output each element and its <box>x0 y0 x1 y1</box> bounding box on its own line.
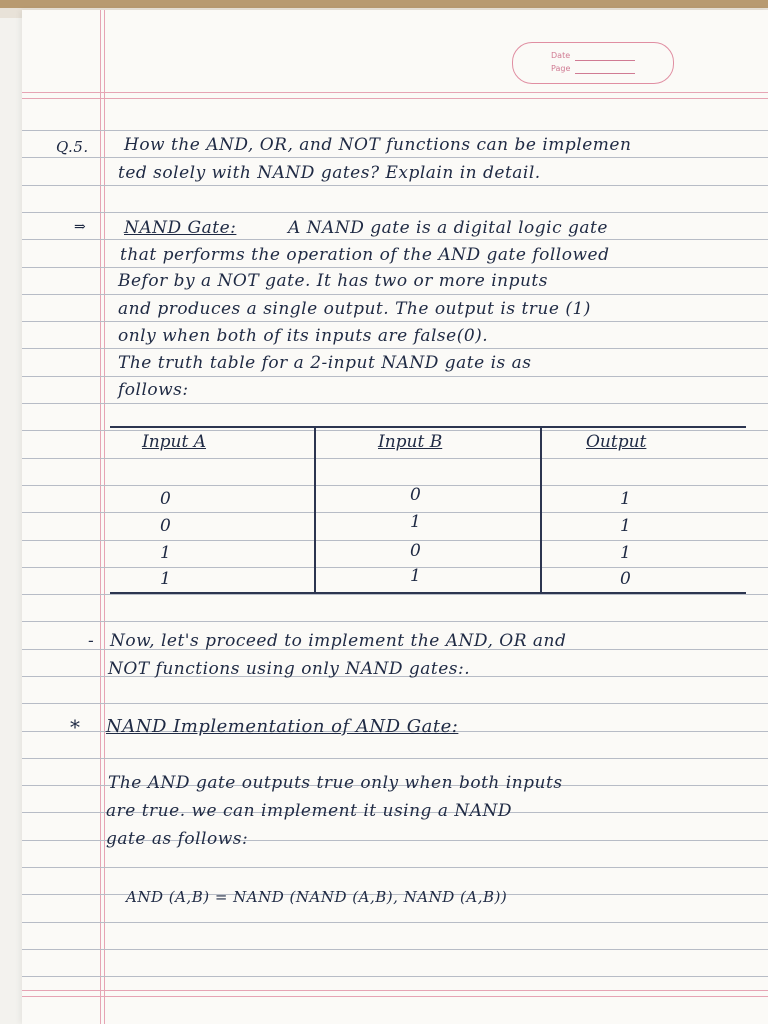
ruled-line <box>22 294 768 295</box>
ruled-line <box>22 976 768 977</box>
question-line-2: ted solely with NAND gates? Explain in detail. <box>118 163 541 183</box>
ruled-line <box>22 430 768 431</box>
ruled-line <box>22 703 768 704</box>
ruled-line <box>22 567 768 568</box>
page-line <box>575 73 635 74</box>
proceed-line-1: Now, let's proceed to implement the AND, OR and <box>110 631 567 651</box>
answer-line-4: and produces a single output. The output is true (1) <box>118 299 591 319</box>
table-header-input-a: Input A <box>142 432 207 452</box>
table-cell: 1 <box>410 512 421 532</box>
date-label: Date <box>551 51 571 60</box>
date-page-box <box>512 42 674 84</box>
ruled-line <box>22 540 768 541</box>
table-cell: 0 <box>160 516 171 536</box>
table-top-border <box>110 426 746 428</box>
ruled-line <box>22 758 768 759</box>
table-header-input-b: Input B <box>378 432 443 452</box>
ruled-line <box>22 212 768 213</box>
nand-gate-heading: NAND Gate: <box>124 218 237 238</box>
table-header-output: Output <box>586 432 647 452</box>
table-cell: 0 <box>160 489 171 509</box>
ruled-line <box>22 594 768 595</box>
ruled-line <box>22 512 768 513</box>
answer-line-7: follows: <box>118 380 189 400</box>
footer-rule-2 <box>22 996 768 997</box>
table-cell: 1 <box>160 543 171 563</box>
ruled-line <box>22 621 768 622</box>
table-cell: 1 <box>410 566 421 586</box>
table-cell: 1 <box>620 489 631 509</box>
and-section-line-1: The AND gate outputs true only when both inputs <box>108 773 563 793</box>
and-formula: AND (A,B) = NAND (NAND (A,B), NAND (A,B)) <box>126 888 508 906</box>
table-cell: 1 <box>160 569 171 589</box>
table-cell: 1 <box>620 543 631 563</box>
ruled-line <box>22 949 768 950</box>
ruled-line <box>22 922 768 923</box>
header-rule <box>22 92 768 93</box>
ruled-line <box>22 130 768 131</box>
footer-rule <box>22 990 768 991</box>
table-cell: 0 <box>620 569 631 589</box>
ruled-line <box>22 485 768 486</box>
ruled-line <box>22 403 768 404</box>
proceed-line-2: NOT functions using only NAND gates:. <box>108 659 471 679</box>
date-line <box>575 60 635 61</box>
table-cell: 1 <box>620 516 631 536</box>
margin-line-2 <box>104 10 105 1024</box>
proceed-bullet: - <box>88 631 95 651</box>
and-section-line-3: gate as follows: <box>106 829 249 849</box>
margin-line <box>100 10 101 1024</box>
and-section-bullet: * <box>70 715 81 739</box>
ruled-line <box>22 867 768 868</box>
and-section-line-2: are true. we can implement it using a NAND <box>106 801 513 821</box>
answer-line-3: Befor by a NOT gate. It has two or more inputs <box>118 271 548 291</box>
answer-line-1: A NAND gate is a digital logic gate <box>288 218 608 238</box>
table-col-divider-1 <box>314 426 316 593</box>
answer-arrow: ⇒ <box>74 219 87 235</box>
page-label: Page <box>551 64 571 73</box>
answer-line-6: The truth table for a 2-input NAND gate is as <box>118 353 532 373</box>
table-cell: 0 <box>410 541 421 561</box>
table-bottom-border <box>110 592 746 594</box>
question-number: Q.5. <box>56 138 89 156</box>
question-line-1: How the AND, OR, and NOT functions can be implemen <box>124 135 632 155</box>
ruled-line <box>22 458 768 459</box>
header-rule-2 <box>22 98 768 99</box>
table-col-divider-2 <box>540 426 542 593</box>
answer-line-5: only when both of its inputs are false(0). <box>118 326 489 346</box>
table-cell: 0 <box>410 485 421 505</box>
and-section-heading: NAND Implementation of AND Gate: <box>106 716 459 737</box>
answer-line-2: that performs the operation of the AND gate followed <box>120 245 610 265</box>
